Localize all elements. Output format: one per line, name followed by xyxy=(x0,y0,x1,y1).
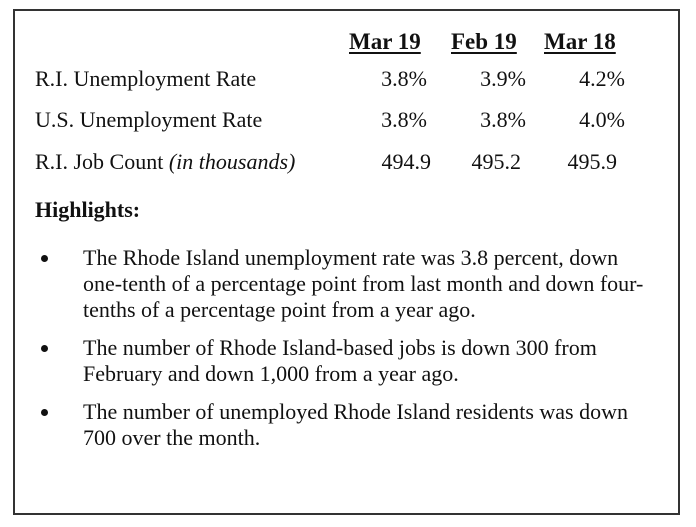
column-header-mar-18: Mar 18 xyxy=(544,29,616,54)
highlights-list xyxy=(41,245,661,463)
row-label-text: U.S. Unemployment Rate xyxy=(35,107,263,132)
cell-us-unemployment-mar-18: 4.0% xyxy=(579,107,625,132)
highlight-text: The number of unemployed Rhode Island residents was down 700 over the month. xyxy=(83,399,628,450)
highlight-item xyxy=(41,335,661,387)
row-label-ri-unemployment xyxy=(35,66,256,92)
highlight-text: The Rhode Island unemployment rate was 3.8 percent, down one-tenth of a percentage point from last month and down four-tenths of a percentage point from a year ago. xyxy=(83,245,644,322)
cell-ri-job-count-mar-19: 494.9 xyxy=(381,149,431,174)
summary-box xyxy=(13,9,680,515)
row-label-note: (in thousands) xyxy=(168,149,296,174)
cell-ri-job-count-mar-18: 495.9 xyxy=(567,149,617,174)
highlights-heading: Highlights: xyxy=(35,197,141,222)
cell-us-unemployment-feb-19: 3.8% xyxy=(480,107,526,132)
highlight-item xyxy=(41,399,661,451)
cell-ri-unemployment-feb-19: 3.9% xyxy=(480,66,526,91)
highlight-text: The number of Rhode Island-based jobs is down 300 from February and down 1,000 from a year ago. xyxy=(83,335,597,386)
column-header-mar-19: Mar 19 xyxy=(349,29,421,54)
cell-ri-unemployment-mar-18: 4.2% xyxy=(579,66,625,91)
column-header-feb-19: Feb 19 xyxy=(451,29,517,54)
highlight-item xyxy=(41,245,661,323)
cell-ri-job-count-feb-19: 495.2 xyxy=(471,149,521,174)
row-label-text: R.I. Unemployment Rate xyxy=(35,66,257,91)
row-label-us-unemployment xyxy=(35,107,262,133)
row-label-ri-job-count xyxy=(35,149,295,175)
bullet-icon xyxy=(41,409,48,416)
bullet-icon xyxy=(41,255,48,262)
bullet-icon xyxy=(41,345,48,352)
row-label-text: R.I. Job Count xyxy=(35,149,169,174)
cell-ri-unemployment-mar-19: 3.8% xyxy=(381,66,427,91)
cell-us-unemployment-mar-19: 3.8% xyxy=(381,107,427,132)
